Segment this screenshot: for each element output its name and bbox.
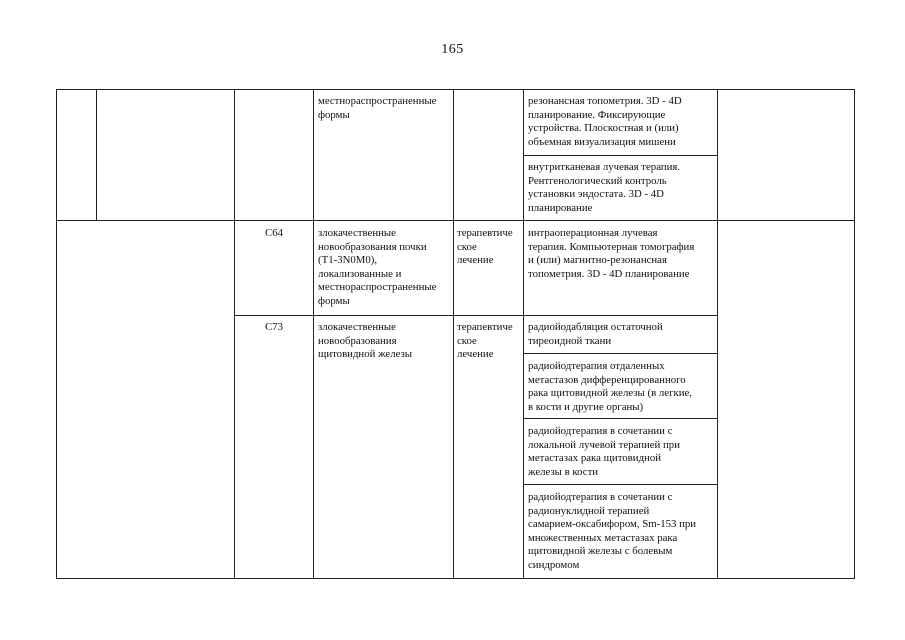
method-cell-c73-2: радиойодтерапия отдаленных метастазов дифференцированного рака щитовидной железы (в легкие, в кости и другие органы) bbox=[528, 360, 693, 413]
row-divider-c73-method-2 bbox=[523, 353, 718, 354]
col-border-7 bbox=[854, 89, 855, 579]
col-border-6 bbox=[717, 89, 718, 579]
col-border-0 bbox=[56, 89, 57, 579]
method-cell-c64-1: интраоперационная лучевая терапия. Компьютерная томография и (или) магнитно-резонансная топометрия. 3D - 4D планирование bbox=[528, 227, 695, 280]
table-top-border bbox=[56, 89, 854, 90]
row-divider-c73-method-4 bbox=[523, 484, 718, 485]
method-cell-c73-3: радиойодтерапия в сочетании с локальной лучевой терапией при метастазах рака щитовидной железы в кости bbox=[528, 425, 680, 478]
disease-cell-c73: злокачественные новообразования щитовидной железы bbox=[318, 321, 413, 361]
treatment-cell-c73: терапевтиче ское лечение bbox=[457, 321, 513, 361]
treatment-cell-c64: терапевтиче ское лечение bbox=[457, 227, 513, 267]
table-bottom-border bbox=[56, 578, 854, 579]
icd-code-c73: C73 bbox=[265, 321, 283, 333]
row-divider-method-1 bbox=[523, 155, 718, 156]
disease-cell-c64: злокачественные новообразования почки (T1-3N0M0), локализованные и местнораспространенные формы bbox=[318, 227, 437, 307]
row-divider-c64 bbox=[56, 220, 854, 221]
col-border-3 bbox=[313, 89, 314, 579]
icd-code-c64: C64 bbox=[265, 227, 283, 239]
row-divider-c73 bbox=[234, 315, 718, 316]
col-border-1 bbox=[96, 89, 97, 220]
col-border-4 bbox=[453, 89, 454, 579]
method-cell-c73-1: радиойодабляция остаточной тиреоидной ткани bbox=[528, 321, 663, 347]
row-divider-c73-method-3 bbox=[523, 418, 718, 419]
col-border-5 bbox=[523, 89, 524, 579]
page-number: 165 bbox=[441, 42, 464, 57]
method-cell-c73-4: радиойодтерапия в сочетании с радионуклидной терапией самарием-оксабифором, Sm-153 при множественных метастазах рака щитовидной железы с болевым синдромом bbox=[528, 491, 697, 571]
disease-cell-continued: местнораспространенные формы bbox=[318, 95, 437, 121]
method-cell-continued-2: внутритканевая лучевая терапия. Рентгенологический контроль установки эндостата. 3D - 4D планирование bbox=[528, 161, 681, 214]
method-cell-continued-1: резонансная топометрия. 3D - 4D планирование. Фиксирующие устройства. Плоскостная и (или) объемная визуализация мишени bbox=[528, 95, 682, 148]
